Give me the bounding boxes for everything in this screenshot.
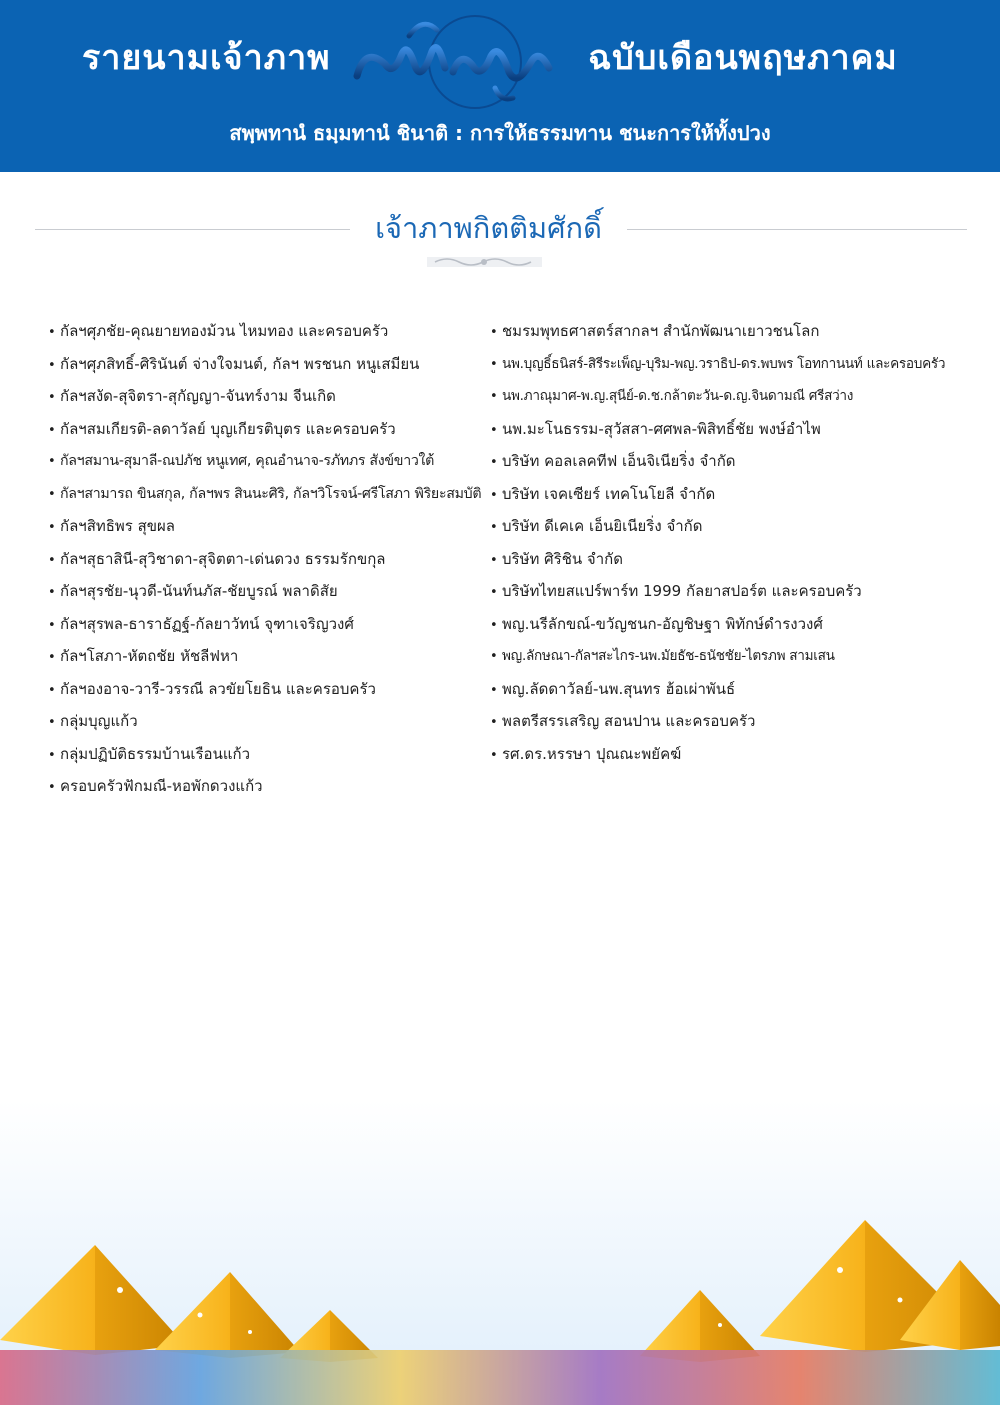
bullet-icon: • — [48, 715, 56, 730]
section-heading — [0, 208, 1000, 278]
bullet-icon: • — [490, 389, 498, 404]
bullet-icon: • — [48, 486, 56, 502]
list-item: • กัลฯสุรชัย-นุวดี-นันท์นภัส-ชัยบูรณ์ พลาดิสัย — [48, 575, 488, 608]
bullet-icon: • — [490, 487, 498, 503]
list-item: • ชมรมพุทธศาสตร์สากลฯ สำนักพัฒนาเยาวชนโลก — [490, 315, 960, 348]
bullet-icon: • — [490, 747, 498, 763]
list-item: • บริษัทไทยสแปร์พาร์ท 1999 กัลยาสปอร์ต และครอบครัว — [490, 575, 960, 608]
list-item: • กัลฯศุภชัย-คุณยายทองม้วน ไหมทอง และครอบครัว — [48, 315, 488, 348]
section-title: เจ้าภาพกิตติมศักดิ์ — [375, 211, 602, 245]
list-item: • บริษัท ดีเคเค เอ็นยิเนียริ่ง จำกัด — [490, 510, 960, 543]
bullet-icon: • — [490, 422, 498, 438]
bullet-icon: • — [48, 422, 56, 438]
sponsor-list-right — [490, 315, 960, 770]
list-item: • กัลฯสามารถ ขินสกุล, กัลฯพร สินนะศิริ, กัลฯวิโรจน์-ศรีโสภา พิริยะสมบัติ — [48, 478, 488, 511]
golden-pyramids-illustration — [0, 1100, 1000, 1405]
list-item: • พลตรีสรรเสริญ สอนปาน และครอบครัว — [490, 705, 960, 738]
list-item: • พญ.นรีลักขณ์-ขวัญชนก-อัญชิษฐา พิทักษ์ดำรงวงศ์ — [490, 608, 960, 641]
bullet-icon: • — [490, 356, 498, 372]
bullet-icon: • — [48, 617, 56, 633]
bullet-icon: • — [490, 617, 498, 633]
ornament-divider — [427, 254, 542, 270]
bullet-icon: • — [490, 585, 498, 600]
sponsor-list-left — [48, 315, 488, 803]
list-item: • กลุ่มปฏิบัติธรรมบ้านเรือนแก้ว — [48, 738, 488, 771]
divider-left — [35, 229, 350, 230]
list-item: • กัลฯสิทธิพร สุขผล — [48, 510, 488, 543]
list-item: • กลุ่มบุญแก้ว — [48, 705, 488, 738]
bullet-icon: • — [48, 357, 56, 373]
list-item: • รศ.ดร.หรรษา ปุณณะพยัคฆ์ — [490, 738, 960, 771]
bullet-icon: • — [490, 682, 498, 698]
list-item: • บริษัท ศิริชิน จำกัด — [490, 543, 960, 576]
bullet-icon: • — [490, 520, 498, 535]
bullet-icon: • — [48, 780, 56, 795]
bullet-icon: • — [48, 325, 56, 340]
bullet-icon: • — [490, 552, 498, 568]
bullet-icon: • — [490, 715, 498, 730]
list-item: • กัลฯสุธาสินี-สุวิชาดา-สุจิตตา-เด่นดวง ธรรมรักขกุล — [48, 543, 488, 576]
list-item: • กัลฯสงัด-สุจิตรา-สุกัญญา-จันทร์งาม จีนเกิด — [48, 380, 488, 413]
list-item: • ครอบครัวฟักมณี-หอพักดวงแก้ว — [48, 770, 488, 803]
logo-emblem — [345, 6, 560, 114]
list-item: • กัลฯโสภา-หัตถชัย หัชลีฟหา — [48, 640, 488, 673]
bullet-icon: • — [490, 325, 498, 340]
list-item: • นพ.ภาณุมาศ-พ.ญ.สุนีย์-ด.ช.กล้าตะวัน-ด.ญ.จินดามณี ศรีสว่าง — [490, 380, 960, 413]
list-item: • นพ.มะโนธรรม-สุวัสสา-ศศพล-พิสิทธิ์ชัย พงษ์อำไพ — [490, 413, 960, 446]
list-item: • กัลฯสุรพล-ธาราธัฏฐ์-กัลยาวัทน์ จุฑาเจริญวงศ์ — [48, 608, 488, 641]
bullet-icon: • — [48, 390, 56, 405]
header-subtitle: สพฺพทานํ ธมฺมทานํ ชินาติ : การให้ธรรมทาน ชนะการให้ทั้งปวง — [229, 121, 771, 145]
bullet-icon: • — [48, 454, 56, 469]
list-item: • กัลฯสมเกียรติ-ลดาวัลย์ บุญเกียรติบุตร และครอบครัว — [48, 413, 488, 446]
bullet-icon: • — [48, 650, 56, 665]
list-item: • กัลฯสมาน-สุมาลี-ณปภัช หนูเทศ, คุณอำนาจ-รภัทภร สังข์ขาวใต้ — [48, 445, 488, 478]
bullet-icon: • — [48, 552, 56, 568]
list-item: • บริษัท เจคเซียร์ เทคโนโยลี จำกัด — [490, 478, 960, 511]
list-item: • กัลฯองอาจ-วารี-วรรณี ลวขัยโยธิน และครอบครัว — [48, 673, 488, 706]
divider-right — [627, 229, 967, 230]
list-item: • กัลฯศุภสิทธิ์-ศิรินันต์ จ่างใจมนต์, กัลฯ พรชนก หนูเสมียน — [48, 348, 488, 381]
bullet-icon: • — [48, 682, 56, 698]
bullet-icon: • — [490, 455, 498, 470]
bullet-icon: • — [490, 649, 498, 664]
list-item: • บริษัท คอลเลคทีฟ เอ็นจิเนียริ่ง จำกัด — [490, 445, 960, 478]
list-item: • พญ.ลักษณา-กัลฯสะไกร-นพ.มัยธัช-ธนัชชัย-ไตรภพ สามเสน — [490, 640, 960, 673]
bullet-icon: • — [48, 520, 56, 535]
header-title-right: ฉบับเดือนพฤษภาคม — [588, 38, 898, 78]
header-title-left: รายนามเจ้าภาพ — [82, 38, 331, 78]
bullet-icon: • — [48, 585, 56, 600]
list-item: • พญ.ลัดดาวัลย์-นพ.สุนทร ฮ้อเผ่าพันธ์ — [490, 673, 960, 706]
bullet-icon: • — [48, 747, 56, 763]
list-item: • นพ.บุญธิ์ธนิสร์-สิรีระเพ็ญ-บุริม-พญ.วราธิป-ดร.พบพร โอทกานนท์ และครอบครัว — [490, 348, 960, 381]
header-banner — [0, 0, 1000, 172]
